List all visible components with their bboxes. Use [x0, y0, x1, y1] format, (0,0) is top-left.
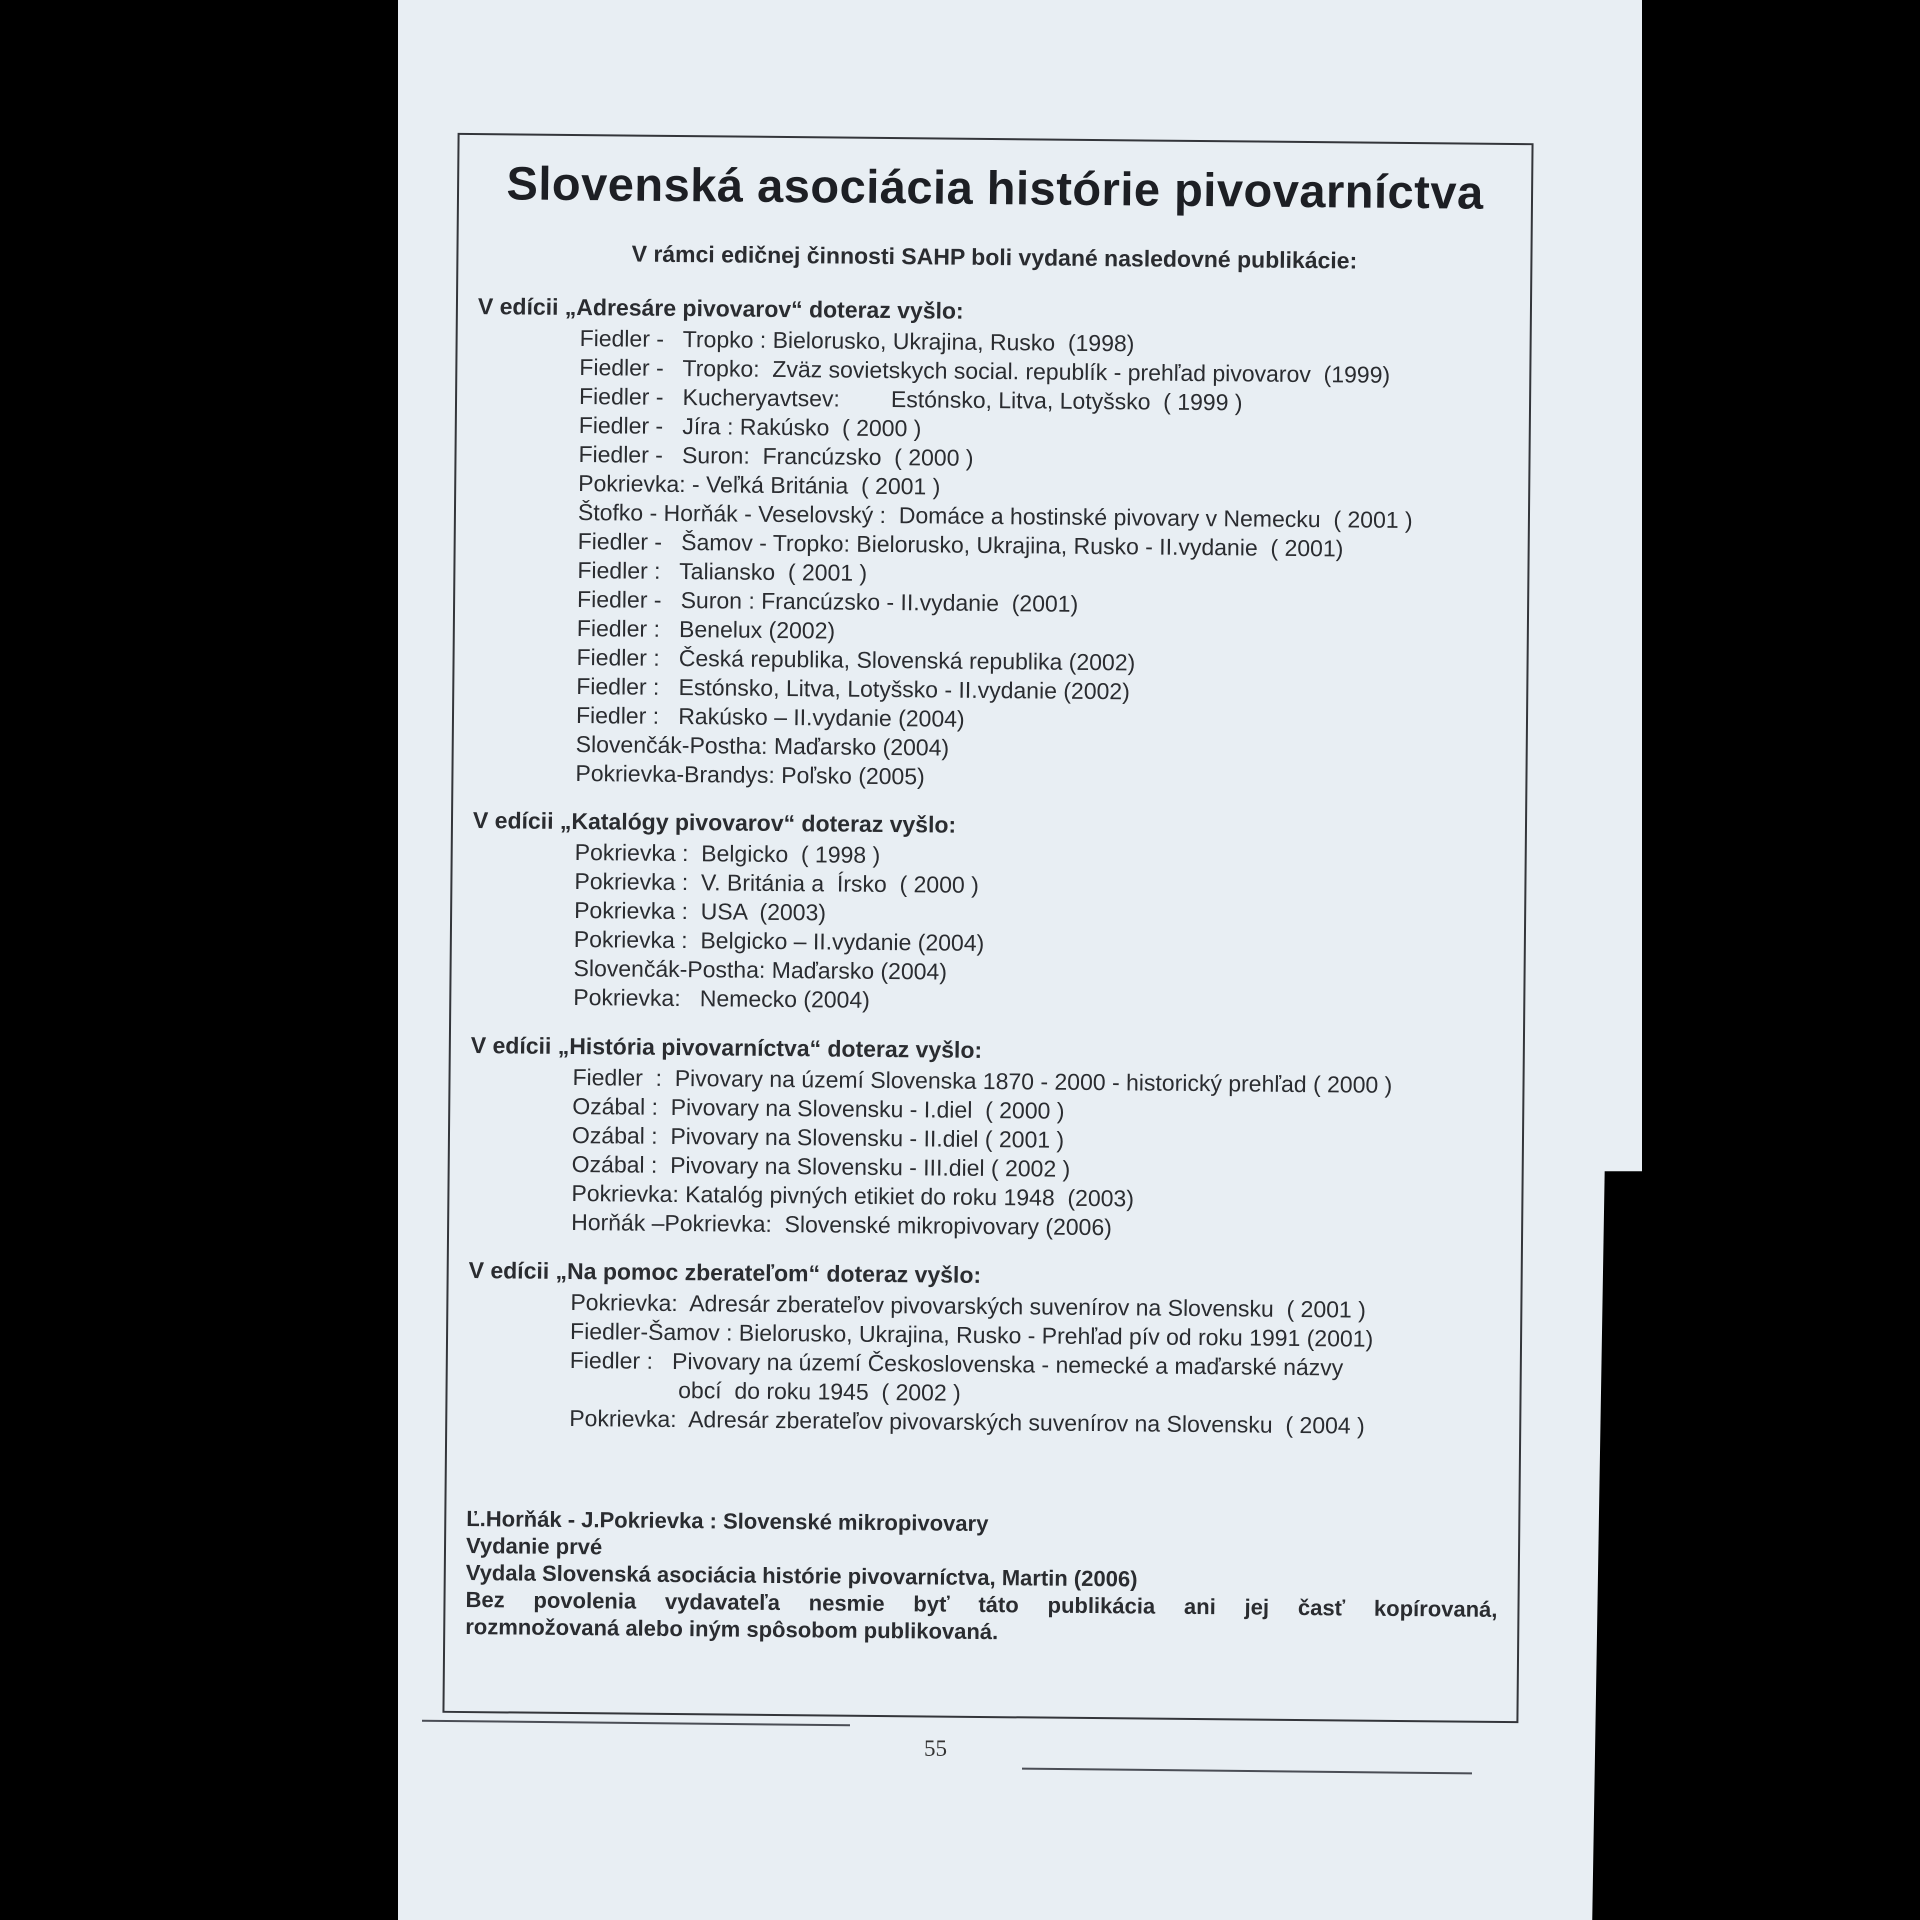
list-item: Fiedler : Benelux (2002)	[576, 615, 836, 644]
colophon-publisher: Vydala Slovenská asociácia histórie pivovarníctva, Martin (2006)	[465, 1560, 1138, 1592]
list-item: Ozábal : Pivovary na Slovensku - I.diel ( 2000 )	[572, 1093, 1065, 1124]
list-item: Fiedler - Šamov - Tropko: Bielorusko, Ukrajina, Rusko - II.vydanie ( 2001)	[577, 528, 1344, 562]
list-item: Pokrievka: Adresár zberateľov pivovarských suvenírov na Slovensku ( 2001 )	[570, 1289, 1366, 1323]
list-item: Fiedler - Jíra : Rakúsko ( 2000 )	[578, 412, 922, 442]
page-number: 55	[924, 1736, 947, 1761]
section-heading-zberatelia: V edícii „Na pomoc zberateľom“ doteraz vyšlo:	[468, 1257, 982, 1288]
list-item: Fiedler - Tropko : Bielorusko, Ukrajina, Rusko (1998)	[579, 325, 1135, 357]
list-item: Slovenčák-Postha: Maďarsko (2004)	[573, 955, 948, 985]
list-item: Pokrievka: Katalóg pivných etikiet do roku 1948 (2003)	[571, 1180, 1135, 1212]
list-item: obcí do roku 1945 ( 2002 )	[569, 1376, 961, 1406]
list-item: Pokrievka : V. Británia a Írsko ( 2000 )	[574, 868, 979, 898]
publication-content	[444, 135, 1531, 1721]
list-item: Fiedler : Estónsko, Litva, Lotyšsko - II.vydanie (2002)	[576, 673, 1130, 705]
list-item: Ozábal : Pivovary na Slovensku - II.diel ( 2001 )	[571, 1122, 1065, 1153]
list-item: Pokrievka-Brandys: Poľsko (2005)	[575, 760, 925, 790]
list-item: Fiedler : Pivovary na území Slovenska 1870 - 2000 - historický prehľad ( 2000 )	[572, 1064, 1393, 1098]
section-heading-adresare: V edícii „Adresáre pivovarov“ doteraz vyšlo:	[477, 293, 964, 324]
list-item: Fiedler-Šamov : Bielorusko, Ukrajina, Rusko - Prehľad pív od roku 1991 (2001)	[569, 1318, 1374, 1352]
list-item: Pokrievka: Nemecko (2004)	[573, 984, 871, 1013]
list-item: Slovenčák-Postha: Maďarsko (2004)	[575, 731, 950, 761]
list-item: Pokrievka: Adresár zberateľov pivovarských suvenírov na Slovensku ( 2004 )	[569, 1405, 1365, 1439]
list-item: Pokrievka : USA (2003)	[574, 897, 827, 926]
colophon-edition: Vydanie prvé	[465, 1533, 603, 1560]
list-item: Fiedler - Suron: Francúzsko ( 2000 )	[578, 441, 974, 471]
page-title: Slovenská asociácia histórie pivovarníctva	[506, 156, 1484, 219]
list-item: Pokrievka : Belgicko – II.vydanie (2004)	[573, 926, 985, 956]
list-item: Fiedler - Kucheryavtsev: Estónsko, Litva, Lotyšsko ( 1999 )	[578, 383, 1243, 416]
list-item: Fiedler : Taliansko ( 2001 )	[577, 557, 868, 586]
list-item: Fiedler - Tropko: Zväz sovietskych social. republík - prehľad pivovarov (1999)	[579, 354, 1391, 388]
section-heading-katalogy: V edícii „Katalógy pivovarov“ doteraz vyšlo:	[472, 807, 957, 838]
list-item: Fiedler : Česká republika, Slovenská republika (2002)	[576, 644, 1136, 676]
publication-box	[442, 133, 1533, 1723]
colophon-rights-line2: rozmnožovaná alebo iným spôsobom publikovaná.	[465, 1614, 999, 1645]
list-item: Horňák –Pokrievka: Slovenské mikropivovary (2006)	[571, 1209, 1112, 1241]
section-heading-historia: V edícii „História pivovarníctva“ doteraz vyšlo:	[470, 1032, 983, 1063]
list-item: Fiedler : Pivovary na území Československa - nemecké a maďarské názvy	[569, 1347, 1344, 1381]
colophon	[465, 1505, 1498, 1650]
colophon-title: Ľ.Horňák - J.Pokrievka : Slovenské mikropivovary	[466, 1506, 989, 1537]
intro-text: V rámci edičnej činnosti SAHP boli vydané nasledovné publikácie:	[631, 240, 1358, 274]
list-item: Štofko - Horňák - Veselovský : Domáce a hostinské pivovary v Nemecku ( 2001 )	[577, 499, 1413, 534]
list-item: Fiedler - Suron : Francúzsko - II.vydanie (2001)	[577, 586, 1079, 617]
list-item: Ozábal : Pivovary na Slovensku - III.diel ( 2002 )	[571, 1151, 1071, 1182]
list-item: Pokrievka : Belgicko ( 1998 )	[574, 839, 881, 868]
list-item: Fiedler : Rakúsko – II.vydanie (2004)	[575, 702, 965, 732]
list-item: Pokrievka: - Veľká Británia ( 2001 )	[578, 470, 941, 500]
colophon-rights-line1: Bez povolenia vydavateľa nesmie byť táto publikácia ani jej časť kopírovaná,	[465, 1587, 1498, 1622]
